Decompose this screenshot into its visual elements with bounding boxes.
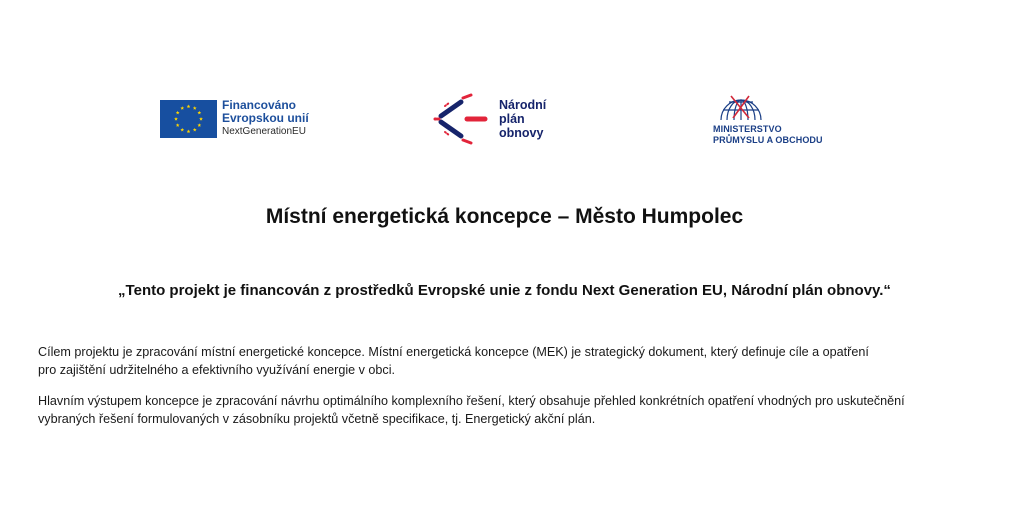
paragraph-line: Hlavním výstupem koncepce je zpracování návrhu optimálního komplexního řešení, který obsahuje přehled konkrétních opatření vhodných pro uskutečnění bbox=[38, 394, 905, 408]
paragraph-project-goal bbox=[38, 343, 973, 379]
mpo-logo-text bbox=[713, 124, 823, 146]
ministerstvo-prumyslu-logo bbox=[713, 92, 823, 146]
eu-star-icon bbox=[197, 123, 201, 127]
eu-funding-logo bbox=[160, 99, 309, 138]
eu-star-icon bbox=[180, 106, 184, 110]
npo-logo-line1: Národní bbox=[499, 98, 547, 112]
paragraph-main-output bbox=[38, 392, 973, 428]
eu-flag-icon bbox=[160, 100, 217, 138]
eu-star-icon bbox=[187, 129, 191, 133]
eu-logo-line2: Evropskou unií bbox=[222, 111, 309, 125]
eu-star-icon bbox=[193, 106, 197, 110]
npo-mark-icon bbox=[433, 92, 493, 146]
narodni-plan-obnovy-logo bbox=[433, 92, 546, 146]
eu-star-icon bbox=[193, 127, 197, 131]
document-title: Místní energetická koncepce – Město Humpolec bbox=[265, 205, 744, 228]
logo-bar bbox=[0, 92, 1009, 152]
eu-logo-line3: NextGenerationEU bbox=[222, 126, 306, 137]
eu-star-icon bbox=[180, 127, 184, 131]
npo-logo-line2: plán bbox=[499, 112, 525, 126]
mpo-logo-line2: PRŮMYSLU A OBCHODU bbox=[713, 135, 823, 145]
paragraph-line: vybraných řešení formulovaných v zásobníku projektů včetně specifikace, tj. Energetický akční plán. bbox=[38, 412, 596, 426]
eu-star-icon bbox=[199, 117, 203, 121]
eu-logo-line1: Financováno bbox=[222, 98, 297, 112]
eu-star-icon bbox=[187, 104, 191, 108]
eu-star-icon bbox=[176, 123, 180, 127]
mpo-logo-line1: MINISTERSTVO bbox=[713, 124, 782, 134]
eu-star-icon bbox=[176, 110, 180, 114]
paragraph-line: pro zajištění udržitelného a efektivního využívání energie v obci. bbox=[38, 363, 396, 377]
eu-star-icon bbox=[197, 110, 201, 114]
npo-logo-line3: obnovy bbox=[499, 126, 544, 140]
eu-star-icon bbox=[174, 117, 178, 121]
eu-logo-text bbox=[222, 99, 309, 138]
mpo-globe-icon bbox=[715, 92, 767, 122]
npo-logo-text bbox=[499, 98, 546, 140]
paragraph-line: Cílem projektu je zpracování místní energetické koncepce. Místní energetická koncepce (MEK) je strategický dokument, který definuje cíle a opatření bbox=[38, 345, 869, 359]
funding-statement: „Tento projekt je financován z prostředků Evropské unie z fondu Next Generation EU, Národní plán obnovy.“ bbox=[118, 282, 891, 299]
